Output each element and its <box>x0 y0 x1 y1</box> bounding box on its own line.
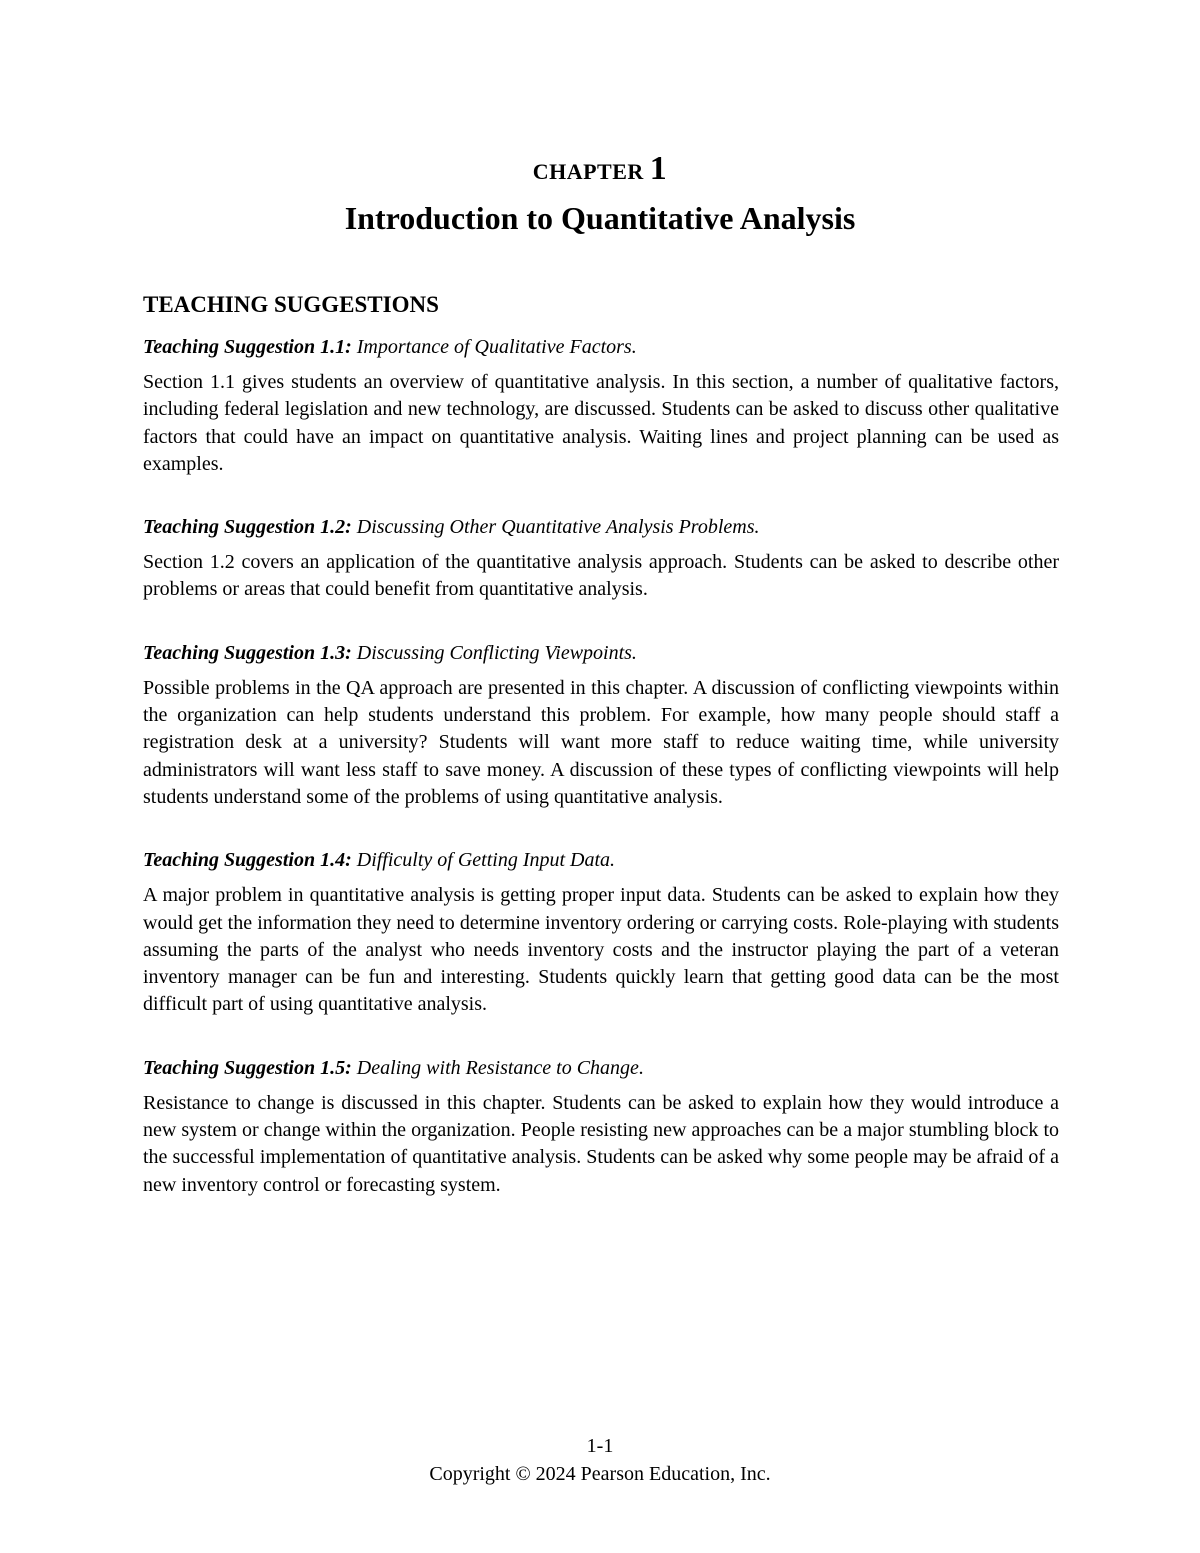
chapter-title: Introduction to Quantitative Analysis <box>344 200 856 236</box>
suggestion-label: Teaching Suggestion 1.5: <box>143 1056 352 1079</box>
suggestion-body: A major problem in quantitative analysis is getting proper input data. Students can be asked to explain how they would get the information they need to determine inventory ordering or carrying costs. Role-playing with students assuming the parts of the analyst who needs inventory costs and the instructor playing the part of a veteran inventory manager can be fun and interesting. Students quickly learn that getting good data can be the most difficult part of using quantitative analysis. <box>143 884 1059 1016</box>
suggestion-body: Possible problems in the QA approach are presented in this chapter. A discussion of conflicting viewpoints within the organization can help students understand this problem. For example, how many people should staff a registration desk at a university? Students will want more staff to reduce waiting time, while university administrators will want less staff to save money. A discussion of these types of conflicting viewpoints will help students understand some of the problems of using quantitative analysis. <box>143 676 1059 808</box>
suggestion-topic: Difficulty of Getting Input Data. <box>356 849 616 872</box>
main-content <box>143 290 1059 1235</box>
teaching-suggestion-3 <box>143 640 1059 811</box>
suggestion-heading <box>143 640 1059 667</box>
copyright-notice: Copyright © 2024 Pearson Education, Inc. <box>429 1463 771 1485</box>
page-footer <box>0 1432 1200 1488</box>
suggestion-topic: Discussing Other Quantitative Analysis Problems. <box>356 516 760 539</box>
suggestion-heading <box>143 1055 1059 1082</box>
suggestion-body: Section 1.1 gives students an overview of quantitative analysis. In this section, a number of qualitative factors, including federal legislation and new technology, are discussed. Students can be asked to discuss other qualitative factors that could have an impact on quantitative analysis. Waiting lines and project planning can be used as examples. <box>143 371 1059 475</box>
teaching-suggestion-5 <box>143 1055 1059 1199</box>
suggestion-topic: Discussing Conflicting Viewpoints. <box>356 641 637 664</box>
suggestion-topic: Dealing with Resistance to Change. <box>356 1056 644 1079</box>
chapter-label-text: CHAPTER <box>532 159 644 184</box>
page-number: 1-1 <box>586 1435 614 1457</box>
suggestion-label: Teaching Suggestion 1.1: <box>143 336 352 358</box>
suggestion-label: Teaching Suggestion 1.4: <box>143 849 352 872</box>
teaching-suggestion-2 <box>143 514 1059 604</box>
section-heading: TEACHING SUGGESTIONS <box>143 292 439 317</box>
suggestion-body: Section 1.2 covers an application of the quantitative analysis approach. Students can be asked to describe other problems or areas that could benefit from quantitative analysis. <box>143 551 1059 601</box>
teaching-suggestion-1 <box>143 334 1059 478</box>
suggestion-heading <box>143 334 1059 361</box>
chapter-number: 1 <box>649 150 668 187</box>
suggestion-body: Resistance to change is discussed in this chapter. Students can be asked to explain how they would introduce a new system or change within the organization. People resisting new approaches can be a major stumbling block to the successful implementation of quantitative analysis. Students can be asked why some people may be afraid of a new inventory control or forecasting system. <box>143 1091 1059 1196</box>
suggestion-heading <box>143 847 1059 874</box>
suggestion-topic: Importance of Qualitative Factors. <box>356 336 637 358</box>
teaching-suggestion-4 <box>143 847 1059 1018</box>
suggestion-heading <box>143 514 1059 541</box>
suggestion-label: Teaching Suggestion 1.3: <box>143 641 352 664</box>
suggestion-label: Teaching Suggestion 1.2: <box>143 516 352 539</box>
chapter-label <box>0 150 1200 188</box>
